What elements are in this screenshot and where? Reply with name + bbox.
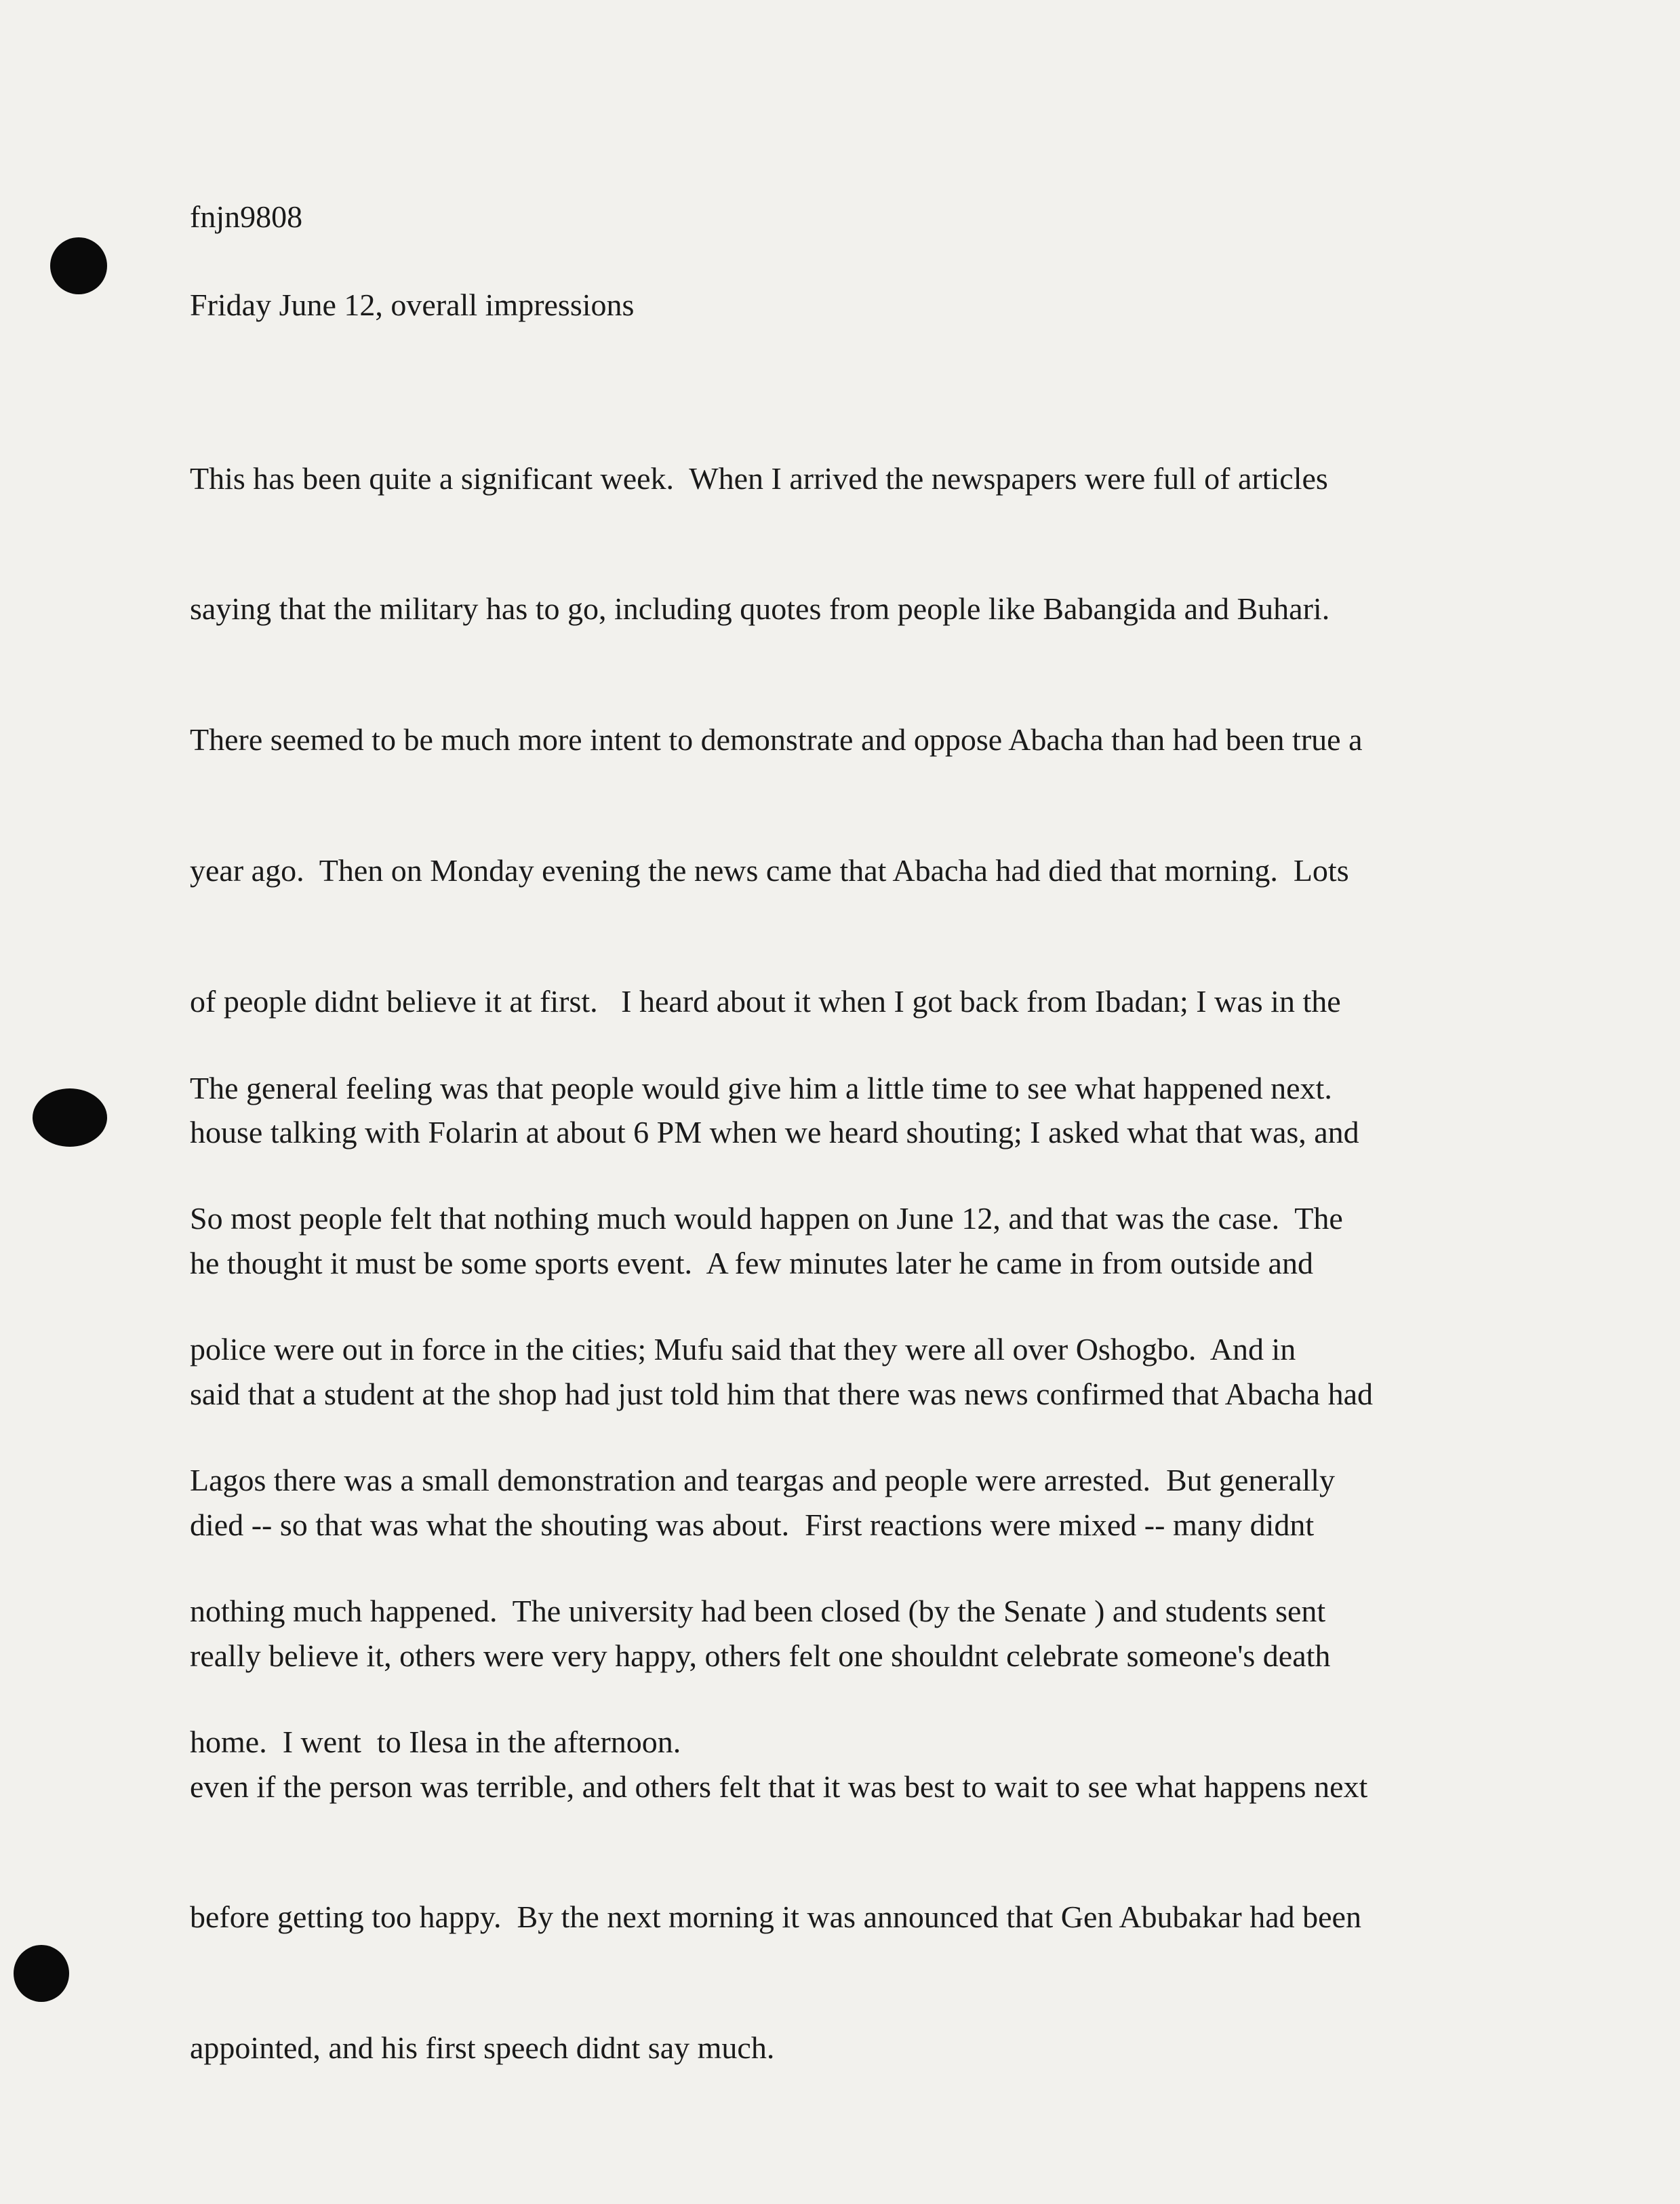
paragraph-line: There seemed to be much more intent to demonstrate and oppose Abacha than had been true a [190,722,1363,757]
paragraph-line: house talking with Folarin at about 6 PM when we heard shouting; I asked what that was, and [190,1115,1359,1150]
paragraph-line: This has been quite a significant week. When I arrived the newspapers were full of articles [190,460,1328,496]
paragraph-2 [190,979,1546,1851]
paragraph-line: home. I went to Ilesa in the afternoon. [190,1725,681,1760]
paragraph-line: really believe it, others were very happy, others felt one shouldnt celebrate someone's death [190,1638,1331,1673]
binder-hole-bottom [14,1945,69,2002]
paragraph-line: nothing much happened. The university had been closed (by the Senate ) and students sent [190,1594,1326,1629]
binder-hole-middle [33,1088,107,1147]
paragraph-line: appointed, and his first speech didnt say much. [190,2030,775,2066]
paragraph-line: saying that the military has to go, including quotes from people like Babangida and Buhari. [190,591,1330,627]
binder-hole-top [50,237,107,294]
document-heading: Friday June 12, overall impressions [190,288,635,322]
paragraph-line: of people didnt believe it at first. I heard about it when I got back from Ibadan; I was in the [190,984,1341,1019]
paragraph-line: died -- so that was what the shouting was about. First reactions were mixed -- many didnt [190,1507,1315,1542]
paragraph-line: he thought it must be some sports event. A few minutes later he came in from outside and [190,1245,1313,1280]
paragraph-line: even if the person was terrible, and others felt that it was best to wait to see what happens next [190,1769,1368,1804]
paragraph-line: The general feeling was that people would give him a little time to see what happened next. [190,1070,1332,1105]
document-id: fnjn9808 [190,199,303,234]
paragraph-line: said that a student at the shop had just told him that there was news confirmed that Abacha had [190,1376,1374,1411]
paragraph-line: Lagos there was a small demonstration and teargas and people were arrested. But generally [190,1463,1336,1498]
paragraph-line: So most people felt that nothing much would happen on June 12, and that was the case. The [190,1201,1343,1236]
paragraph-line: before getting too happy. By the next morning it was announced that Gen Abubakar had been [190,1900,1361,1935]
paragraph-line: year ago. Then on Monday evening the news came that Abacha had died that morning. Lots [190,853,1349,888]
paragraph-line: police were out in force in the cities; Mufu said that they were all over Oshogbo. And in [190,1332,1296,1367]
